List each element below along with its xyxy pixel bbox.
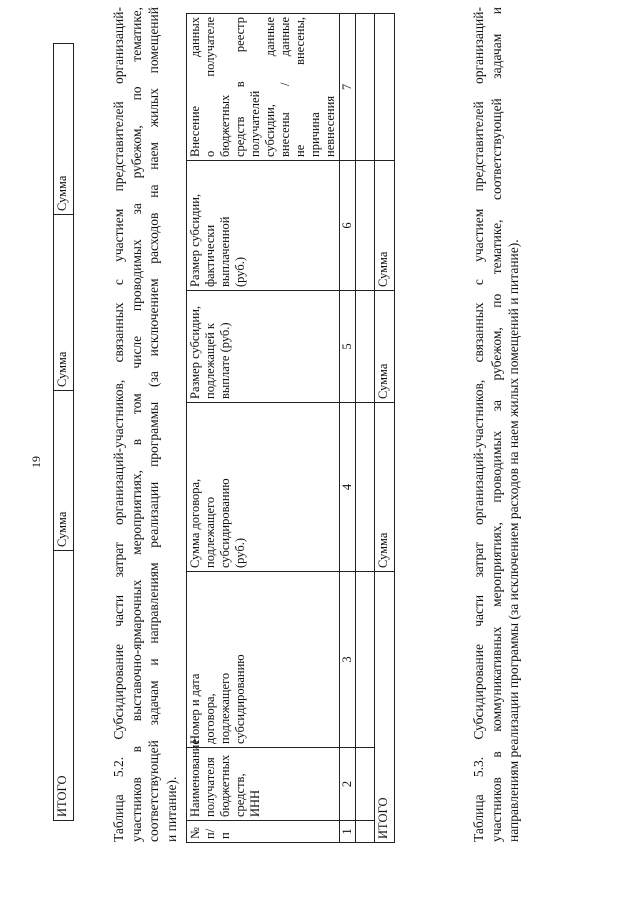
header-line: Внесение данных [188, 17, 202, 157]
caption-line: участников в коммуникативных мероприятиях, проводимых за рубежом, по тематике, соответствующей задачам и [488, 7, 504, 842]
header-cell-subsidy-due [187, 291, 340, 403]
empty-cell [356, 821, 375, 843]
header-line: № [188, 827, 202, 839]
column-number: 2 [340, 748, 356, 821]
empty-cell [356, 403, 375, 572]
header-line: договора, [203, 693, 217, 744]
header-row [187, 14, 340, 843]
column-number: 7 [340, 14, 356, 161]
header-line: причина [308, 112, 322, 157]
caption-line: участников в выставочно-ярмарочных мероприятиях, в том числе проводимых за рубежом, по тематике, [128, 7, 144, 842]
table-row [54, 44, 74, 821]
empty-cell [356, 291, 375, 403]
header-line: (руб.) [233, 257, 247, 287]
header-line: средств, ИНН [233, 773, 262, 817]
header-cell-contract-sum [187, 403, 340, 572]
table-5-2 [186, 13, 395, 843]
header-line: средств в реестр [233, 17, 247, 157]
header-line: получателя [203, 757, 217, 817]
table-caption-5-3 [470, 7, 523, 842]
sum-cell: Сумма [54, 44, 74, 215]
table-caption-5-2 [110, 7, 180, 842]
column-number: 1 [340, 821, 356, 843]
empty-cell [375, 14, 395, 161]
header-line: Номер и дата [188, 673, 202, 744]
sum-cell: Сумма [375, 291, 395, 403]
top-total-table [53, 43, 74, 821]
total-label: ИТОГО [54, 551, 74, 821]
header-cell-subsidy-paid [187, 161, 340, 291]
header-line: субсидированию [218, 478, 232, 568]
header-cell-num [187, 821, 340, 843]
sum-cell: Сумма [54, 391, 74, 551]
header-line: (руб.) [233, 538, 247, 568]
header-line: п/п [203, 828, 232, 839]
caption-line: и питание). [163, 776, 179, 842]
sum-cell: Сумма [375, 161, 395, 291]
header-line: выплаченной [218, 216, 232, 287]
column-number-row [340, 14, 356, 843]
header-line: получателей [248, 90, 262, 157]
caption-line: соответствующей задачам и направлениям реализации программы (за исключением расходов на наем жилых помещений [146, 7, 161, 842]
header-line: Наименование [188, 739, 202, 817]
page-number: 19 [29, 456, 43, 468]
sum-cell: Сумма [54, 215, 74, 391]
table-row [356, 14, 375, 843]
header-line: выплате (руб.) [218, 322, 232, 399]
empty-cell [356, 14, 375, 161]
header-line: не внесены, [293, 17, 307, 157]
column-number: 4 [340, 403, 356, 572]
header-line: Размер субсидии, [188, 305, 202, 399]
header-line: субсидированию [233, 654, 247, 744]
total-row [375, 14, 395, 843]
caption-line: Таблица 5.2. Субсидирование части затрат организаций-участников, связанных с участием представителей организаций- [111, 7, 126, 842]
empty-cell [356, 161, 375, 291]
header-line: бюджетных [218, 94, 232, 157]
column-number: 5 [340, 291, 356, 403]
empty-cell [356, 748, 375, 821]
sum-cell: Сумма [375, 403, 395, 572]
column-number: 3 [340, 572, 356, 748]
header-line: Размер субсидии, [188, 193, 202, 287]
header-cell-registry [187, 14, 340, 161]
header-cell-recipient [187, 739, 340, 821]
header-line: внесены / данные [278, 17, 292, 157]
empty-cell [356, 572, 375, 748]
caption-line: Таблица 5.3. Субсидирование части затрат организаций-участников, связанных с участием представителей организаций- [471, 7, 486, 842]
header-line: фактически [203, 224, 217, 287]
caption-line: направлениям реализации программы (за исключением расходов на наем жилых помещений и питание). [506, 239, 521, 842]
header-cell-contract-number [187, 572, 340, 748]
header-line: субсидии, данные [263, 17, 277, 157]
header-line: о получателе [203, 17, 217, 157]
header-line: Сумма договора, [188, 478, 202, 568]
header-line: подлежащего [203, 496, 217, 568]
header-line: невнесения [323, 95, 337, 157]
header-line: бюджетных [218, 754, 232, 817]
total-label: ИТОГО [375, 572, 395, 843]
column-number: 6 [340, 161, 356, 291]
header-line: подлежащей к [203, 323, 217, 399]
header-line: подлежащего [218, 672, 232, 744]
